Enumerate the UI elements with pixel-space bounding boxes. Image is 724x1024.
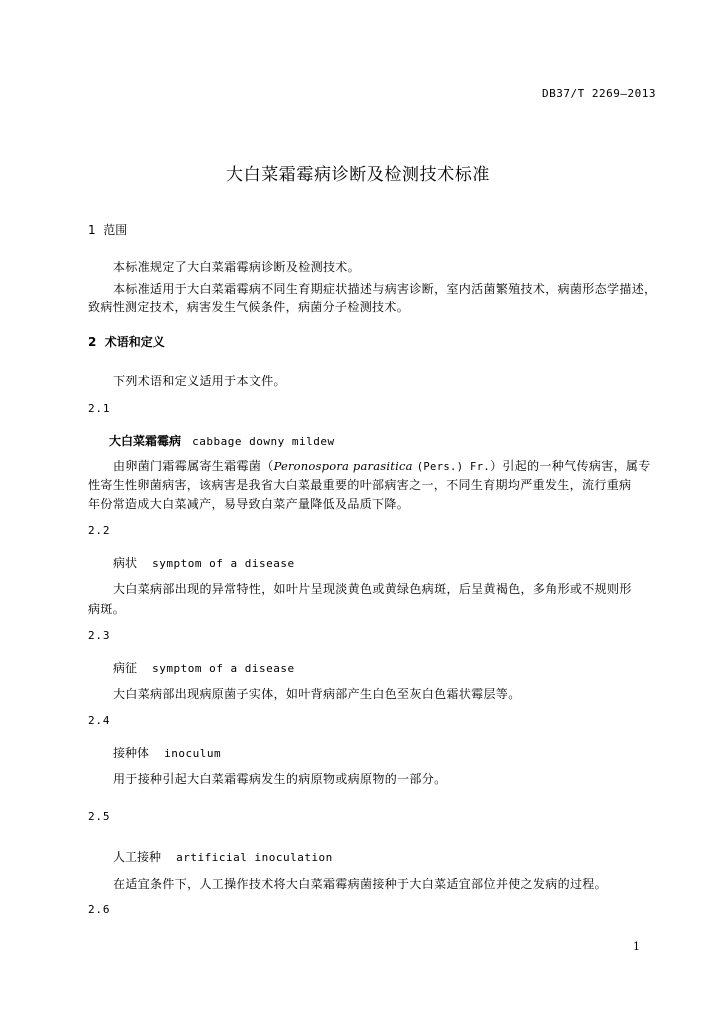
term-definition-line-1: 大白菜病部出现病原菌子实体，如叶背病部产生白色至灰白色霜状霉层等。 bbox=[113, 687, 521, 701]
term-number: 2.4 bbox=[88, 714, 111, 727]
latin-name: Peronospora parasitica bbox=[273, 459, 413, 473]
term-definition-line-3: 年份常造成大白菜减产，易导致白菜产量降低及品质下降。 bbox=[88, 497, 410, 511]
term-cn: 接种体 bbox=[113, 746, 150, 760]
term-definition-line-2: 性寄生性卵菌病害，该病害是我省大白菜最重要的叶部病害之一，不同生育期均严重发生，流行重病 bbox=[88, 478, 632, 492]
term-cn: 大白菜霜霉病 bbox=[109, 434, 182, 448]
term-en: symptom of a disease bbox=[152, 662, 295, 675]
section-2-intro: 下列术语和定义适用于本文件。 bbox=[113, 374, 286, 388]
author-citation: (Pers.) Fr. bbox=[416, 461, 491, 473]
term-en: cabbage downy mildew bbox=[192, 435, 335, 448]
term-cn: 人工接种 bbox=[113, 850, 162, 864]
term-title bbox=[109, 430, 335, 449]
section-1-para-2-line-1: 本标准适用于大白菜霜霉病不同生育期症状描述与病害诊断，室内活菌繁殖技术，病菌形态学描述， bbox=[113, 282, 657, 296]
term-number: 2.5 bbox=[88, 810, 111, 823]
term-en: inoculum bbox=[164, 747, 222, 760]
section-1-para-1: 本标准规定了大白菜霜霉病诊断及检测技术。 bbox=[113, 260, 361, 274]
term-cn: 病征 bbox=[113, 661, 138, 675]
term-en: artificial inoculation bbox=[176, 851, 333, 864]
definition-text: 由卵菌门霜霉属寄生霜霉菌（ bbox=[113, 459, 274, 473]
term-title bbox=[113, 742, 221, 761]
term-cn: 病状 bbox=[113, 556, 138, 570]
standard-code: DB37/T 2269—2013 bbox=[542, 87, 656, 100]
term-definition-line-1: 大白菜病部出现的异常特性，如叶片呈现淡黄色或黄绿色病斑，后呈黄褐色，多角形或不规则形 bbox=[113, 582, 632, 596]
term-number: 2.1 bbox=[88, 402, 111, 415]
section-2-heading-text: 2 术语和定义 bbox=[88, 335, 165, 349]
definition-text: ）引起的一种气传病害，属专 bbox=[490, 459, 651, 473]
section-1-para-2-line-2: 致病性测定技术，病害发生气候条件，病菌分子检测技术。 bbox=[88, 300, 410, 314]
section-2-heading bbox=[88, 333, 165, 350]
section-1-heading: 1 范围 bbox=[88, 223, 128, 237]
term-title bbox=[113, 846, 333, 865]
term-number: 2.6 bbox=[88, 903, 111, 916]
page-number: 1 bbox=[633, 940, 640, 953]
term-number: 2.2 bbox=[88, 524, 111, 537]
term-definition-line-2: 病斑。 bbox=[88, 602, 126, 616]
term-number: 2.3 bbox=[88, 629, 111, 642]
term-title bbox=[113, 552, 295, 571]
term-definition-line-1 bbox=[113, 457, 651, 474]
term-definition-line-1: 在适宜条件下，人工操作技术将大白菜霜霉病菌接种于大白菜适宜部位并使之发病的过程。 bbox=[113, 877, 608, 891]
term-title bbox=[113, 657, 295, 676]
term-en: symptom of a disease bbox=[152, 557, 295, 570]
document-title: 大白菜霜霉病诊断及检测技术标准 bbox=[226, 165, 490, 185]
term-definition-line-1: 用于接种引起大白菜霜霉病发生的病原物或病原物的一部分。 bbox=[113, 772, 447, 786]
